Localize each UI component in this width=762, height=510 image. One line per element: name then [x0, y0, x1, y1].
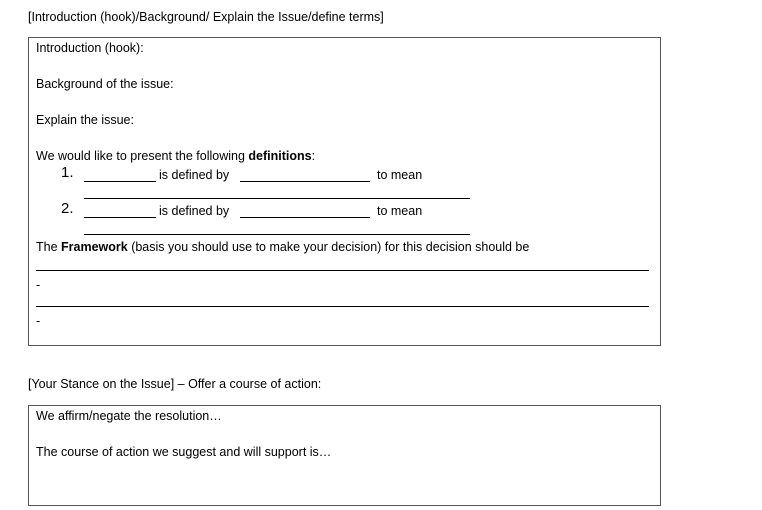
affirm-negate-text: We affirm/negate the resolution… — [36, 409, 222, 423]
intro-hook-label: Introduction (hook): — [36, 41, 144, 55]
definition-1-term-blank[interactable] — [84, 181, 156, 182]
background-label: Background of the issue: — [36, 77, 174, 91]
explain-issue-label: Explain the issue: — [36, 113, 134, 127]
framework-blank-2[interactable] — [36, 306, 649, 307]
definition-2-number: 2. — [61, 200, 74, 217]
definition-1-defined-by: is defined by — [159, 168, 230, 182]
stance-box — [28, 405, 661, 506]
section-header-intro: [Introduction (hook)/Background/ Explain the Issue/define terms] — [28, 10, 384, 24]
definition-2-defined-by: is defined by — [159, 204, 230, 218]
definition-1-number: 1. — [61, 164, 74, 181]
definition-2-source-blank[interactable] — [240, 217, 370, 218]
framework-prefix: The — [36, 240, 62, 254]
section-header-stance: [Your Stance on the Issue] – Offer a course of action: — [28, 377, 322, 391]
definitions-suffix: : — [311, 149, 316, 163]
framework-dash-1: - — [36, 278, 41, 292]
definitions-intro — [36, 149, 315, 163]
definition-1-meaning-blank[interactable] — [84, 198, 470, 199]
framework-blank-1[interactable] — [36, 270, 649, 271]
definition-2-meaning-blank[interactable] — [84, 234, 470, 235]
framework-line — [36, 240, 529, 254]
definitions-prefix: We would like to present the following — [36, 149, 249, 163]
definition-1-source-blank[interactable] — [240, 181, 370, 182]
framework-dash-2: - — [36, 314, 41, 328]
framework-suffix: (basis you should use to make your decision) for this decision should be — [127, 240, 530, 254]
intro-box — [28, 37, 661, 346]
definitions-bold-word: definitions — [248, 149, 312, 163]
definition-2-to-mean: to mean — [377, 204, 423, 218]
definition-1-to-mean: to mean — [377, 168, 423, 182]
definition-2-term-blank[interactable] — [84, 217, 156, 218]
course-of-action-text: The course of action we suggest and will support is… — [36, 445, 332, 459]
framework-bold-word: Framework — [61, 240, 128, 254]
